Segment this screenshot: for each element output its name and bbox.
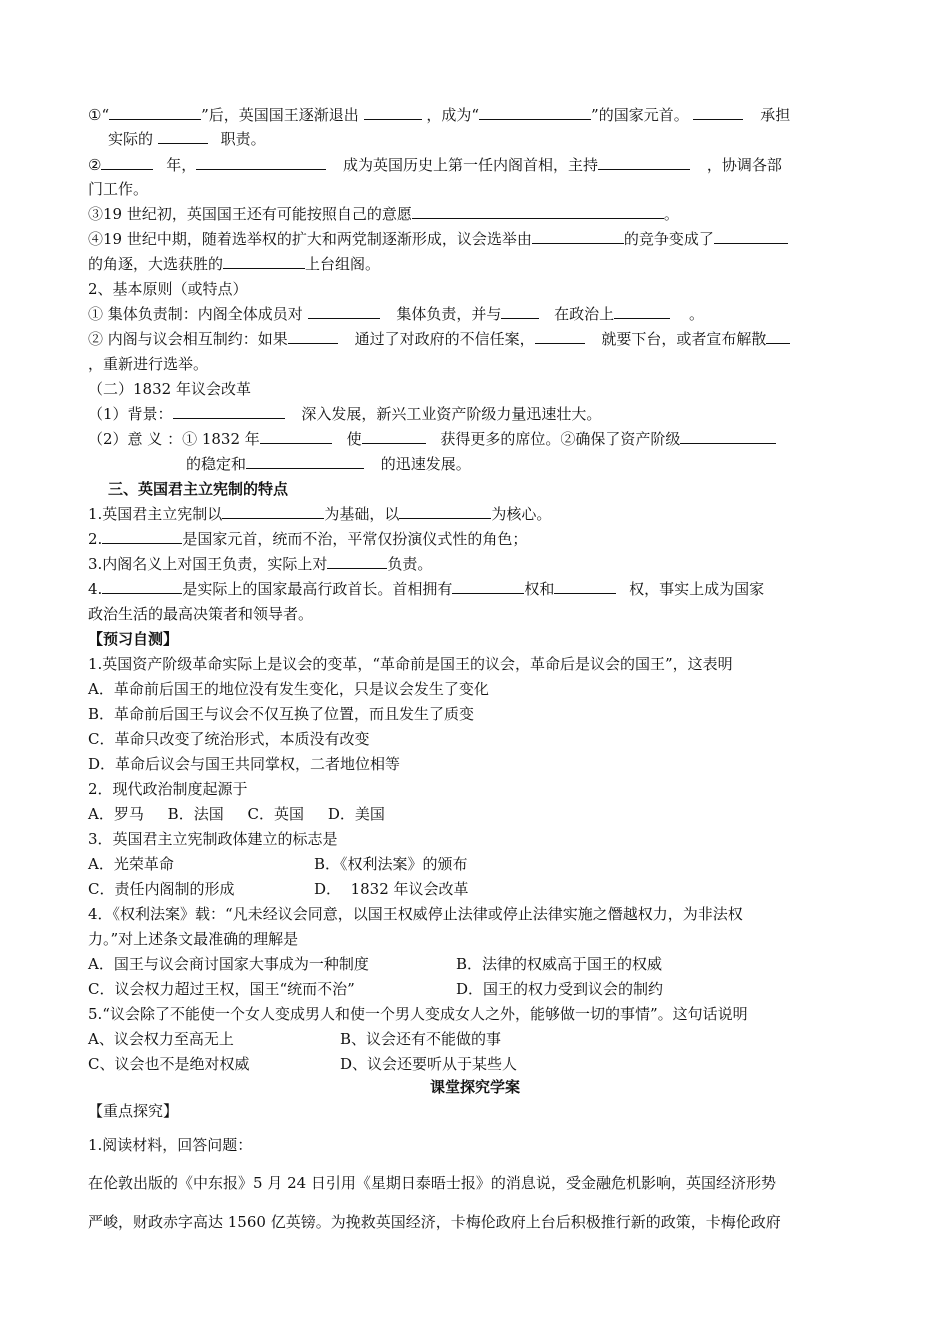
question-4b: 力。”对上述条文最准确的理解是 xyxy=(88,930,299,948)
q5-option-d: D、议会还要听从于某些人 xyxy=(340,1055,518,1073)
line-2: ② 年， 成为英国历史上第一任内阁首相，主持 ，协调各部 xyxy=(88,156,782,174)
blank xyxy=(101,154,153,170)
q5-option-b: B、议会还有不能做的事 xyxy=(340,1030,502,1048)
blank xyxy=(693,104,743,120)
principle-2b: ，重新进行选举。 xyxy=(88,355,209,373)
q2-options: A．罗马 B．法国 C．英国 D．美国 xyxy=(88,805,385,823)
blank xyxy=(532,228,624,244)
blank xyxy=(102,578,182,594)
q5-option-c: C、议会也不是绝对权威 xyxy=(88,1055,250,1073)
blank xyxy=(362,428,426,444)
feature-2: 2. 是国家元首，统而不治，平常仅扮演仪式性的角色； xyxy=(88,530,528,548)
q1-option-c: C．革命只改变了统治形式，本质没有改变 xyxy=(88,730,370,748)
blank xyxy=(288,328,338,344)
q1-option-d: D．革命后议会与国王共同掌权，二者地位相等 xyxy=(88,755,401,773)
blank xyxy=(614,303,670,319)
explore-heading: 【重点探究】 xyxy=(88,1102,179,1120)
blank xyxy=(479,104,591,120)
principle-1: ① 集体负责制：内阁全体成员对 集体负责，并与 在政治上 。 xyxy=(88,305,704,323)
line-1b: 实际的 职责。 xyxy=(108,130,266,148)
question-3: 3．英国君主立宪制政体建立的标志是 xyxy=(88,830,338,848)
blank xyxy=(223,253,305,269)
question-2: 2．现代政治制度起源于 xyxy=(88,780,248,798)
q4-option-d: D．国王的权力受到议会的制约 xyxy=(456,980,664,998)
blank xyxy=(501,303,539,319)
significance-line: （2）意 义 ：① 1832 年 使 获得更多的席位。②确保了资产阶级 xyxy=(88,428,776,450)
significance-line-b: 的稳定和 的迅速发展。 xyxy=(186,455,471,473)
quiz-heading: 【预习自测】 xyxy=(88,630,179,648)
blank xyxy=(766,328,790,344)
section-4-heading: 三、英国君主立宪制的特点 xyxy=(108,480,289,498)
blank xyxy=(364,104,422,120)
q5-option-a: A、议会权力至高无上 xyxy=(88,1030,234,1048)
material-line-1: 在伦敦出版的《中东报》5 月 24 日引用《星期日泰晤士报》的消息说，受金融危机影响，英国经济形势 xyxy=(88,1174,776,1192)
question-4: 4．《权利法案》载：“凡未经议会同意，以国王权威停止法律或停止法律实施之僭越权力，为非法权 xyxy=(88,905,743,923)
blank xyxy=(109,104,201,120)
blank xyxy=(308,303,380,319)
blank xyxy=(327,553,387,569)
question-5: 5.“议会除了不能使一个女人变成男人和使一个男人变成女人之外，能够做一切的事情”。这句话说明 xyxy=(88,1005,748,1023)
blank xyxy=(680,428,776,444)
blank xyxy=(158,128,208,144)
q1-option-b: B．革命前后国王与议会不仅互换了位置，而且发生了质变 xyxy=(88,705,475,723)
blank xyxy=(196,154,326,170)
material-line-2: 严峻，财政赤字高达 1560 亿英镑。为挽救英国经济，卡梅伦政府上台后积极推行新的政策，卡梅伦政府 xyxy=(88,1213,781,1231)
feature-4b: 政治生活的最高决策者和领导者。 xyxy=(88,605,314,623)
section-3-heading: （二）1832 年议会改革 xyxy=(88,380,251,398)
blank xyxy=(102,528,182,544)
blank xyxy=(412,203,664,219)
blank xyxy=(452,578,524,594)
blank xyxy=(399,503,491,519)
explore-title: 课堂探究学案 xyxy=(429,1078,520,1096)
explore-prompt: 1.阅读材料，回答问题： xyxy=(88,1136,253,1154)
line-4b: 的角逐，大选获胜的 上台组阁。 xyxy=(88,255,381,273)
principle-2: ② 内阁与议会相互制约：如果 通过了对政府的不信任案， 就要下台，或者宣布解散 xyxy=(88,328,790,350)
q3-option-c: C．责任内阁制的形成 xyxy=(88,880,235,898)
line-3: ③19 世纪初，英国国王还有可能按照自己的意愿 。 xyxy=(88,205,679,223)
blank xyxy=(535,328,585,344)
q4-option-c: C．议会权力超过王权，国王“统而不治” xyxy=(88,980,355,998)
blank xyxy=(173,403,285,419)
line-1: ①“ ”后，英国国王逐渐退出 ，成为“ ”的国家元首。 承担 xyxy=(88,106,791,124)
blank xyxy=(598,154,690,170)
q1-option-a: A．革命前后国王的地位没有发生变化，只是议会发生了变化 xyxy=(88,680,489,698)
q3-option-a: A．光荣革命 xyxy=(88,855,174,873)
q3-option-d: D． 1832 年议会改革 xyxy=(314,880,469,898)
q3-option-b: B．《权利法案》的颁布 xyxy=(314,855,468,873)
line-4: ④19 世纪中期，随着选举权的扩大和两党制逐渐形成，议会选举由 的竞争变成了 xyxy=(88,228,788,250)
feature-1: 1.英国君主立宪制以 为基础，以 为核心。 xyxy=(88,505,552,523)
blank xyxy=(246,453,364,469)
line-2b: 门工作。 xyxy=(88,180,149,198)
blank xyxy=(222,503,324,519)
blank xyxy=(554,578,616,594)
question-1: 1.英国资产阶级革命实际上是议会的变革，“革命前是国王的议会，革命后是议会的国王”，这表明 xyxy=(88,655,733,673)
blank xyxy=(260,428,332,444)
section-2-heading: 2、基本原则（或特点） xyxy=(88,280,248,298)
q4-option-a: A．国王与议会商讨国家大事成为一种制度 xyxy=(88,955,369,973)
q4-option-b: B．法律的权威高于国王的权威 xyxy=(456,955,663,973)
blank xyxy=(714,228,788,244)
background-line: （1）背景： 深入发展，新兴工业资产阶级力量迅速壮大。 xyxy=(88,405,602,423)
feature-4: 4. 是实际上的国家最高行政首长。首相拥有 权和 权，事实上成为国家 xyxy=(88,580,765,598)
feature-3: 3.内阁名义上对国王负责，实际上对 负责。 xyxy=(88,555,433,573)
